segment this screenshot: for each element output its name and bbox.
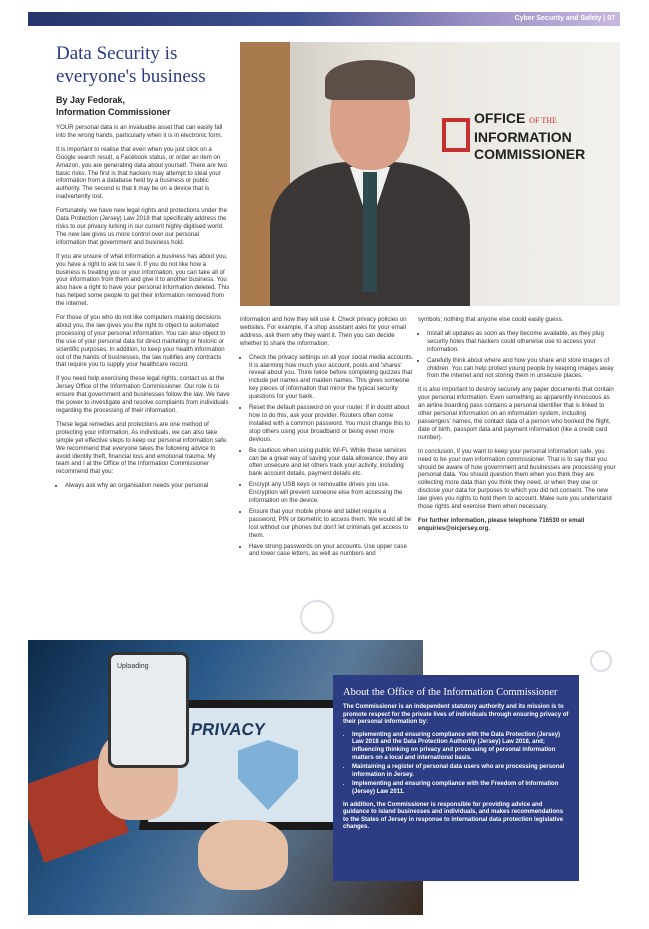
about-list (343, 732, 569, 797)
sign-logo-icon (442, 118, 470, 152)
list-item: • Install all updates as soon as they become available, as they plug security holes that hackers could otherwise use to access your information. (427, 330, 618, 354)
list-item: • Reset the default password on your router. If in doubt about how to do this, ask your provider. Routers often come installed with a common password. You must change this to stop others using your broadband or being even more devious. (249, 404, 415, 444)
paragraph: It is important to realise that even when you just click on a Google search result, a Facebook status, or order an item on Amazon, you are generating data about yourself. There are two basic risks. The first is that hackers may attempt to steal your information from a database held by a business or public authority. The second is that it may be on a device that is inadvertently lost. (56, 145, 227, 201)
office-sign (442, 110, 592, 180)
about-intro: The Commissioner is an independent statutory authority and its mission is to promote respect for the private lives of individuals through ensuring privacy of their personal information by: (343, 704, 569, 726)
author-role: Information Commissioner (56, 107, 171, 117)
commissioner-photo (240, 42, 620, 306)
list-item: • Encrypt any USB keys or removable drives you use. Encryption will prevent someone else from accessing the information on the device. (249, 481, 415, 505)
article-title: Data Security is everyone's business (56, 43, 206, 87)
advice-list (56, 482, 230, 490)
about-outro: In addition, the Commissioner is responsible for providing advice and guidance to island businesses and individuals, and makes recommendations to the States of Jersey in response to international data protection legislative changes. (343, 801, 564, 831)
advice-list (240, 354, 415, 559)
sign-line-3: COMMISSIONER (474, 146, 586, 162)
sign-line-2: INFORMATION (474, 129, 572, 145)
section-name: Cyber Security and Safety (514, 15, 602, 22)
sign-of: OF THE (529, 116, 557, 125)
phone (108, 652, 189, 768)
article-column-2 (240, 316, 415, 564)
paragraph: Fortunately, we have new legal rights and protections under the Data Protection (Jersey) Law 2018 that specifically address the risks to our privacy lurking in our current highly digitised world. The new law gives us more control over our personal information that government and business hold. (56, 207, 227, 246)
running-header: Cyber Security and Safety | 07 (514, 15, 615, 22)
article-column-1 (56, 124, 230, 496)
paragraph: YOUR personal data is an invaluable asset that can easily fall into the wrong hands, particularly when it is in electronic form. (56, 124, 223, 139)
article-column-3 (418, 316, 618, 539)
page-number: 07 (607, 15, 615, 22)
contact-info: For further information, please telephone 716530 or email enquiries@oicjersey.org. (418, 516, 585, 532)
person-hair (325, 60, 415, 100)
sign-text (474, 110, 585, 163)
paragraph: For those of you who do not like computers making decisions about you, the law gives you the right to object to automated processing of your personal information. You can also object to the use of your personal data for direct marketing or historic or scientific purposes. In addition, to keep your health information out of the hands of businesses, the law nullifies any contracts that require you to supply your healthcare record. (56, 314, 226, 369)
list-item: • Carefully think about where and how you share and store images of children. You can help protect young people by keeping images away from the internet and not storing them in unsecure places. (427, 357, 618, 381)
paragraph: symbols; nothing that anyone else could easily guess. (418, 316, 564, 323)
decorative-circle (300, 600, 334, 634)
tie (363, 172, 377, 292)
list-item: • Implementing and ensuring compliance with the Freedom of Information (Jersey) Law 2011. (352, 781, 569, 796)
list-item: • Maintaining a register of personal data users who are processing personal information in Jersey. (352, 764, 569, 779)
paragraph: It is also important to destroy securely any paper documents that contain your personal information. Even something as apparently innocuous as an airline boarding pass contains a personal identifier that is linked to other personal information on an information system, including passengers' names, the contact data of a person who booked the flight, date of birth, passport data and payment information (like a credit card number). (418, 386, 614, 441)
list-item: • Be cautious when using public Wi-Fi. While these services can be a great way of saving your data allowance, they are often unsecure and let others track your activity, including bank account details, payment details etc. (249, 447, 415, 479)
list-item: • Implementing and ensuring compliance with the Data Protection (Jersey) Law 2018 and the Data Protection Authority (Jersey) Law 2018, and; influencing thinking on privacy and processing of personal information matters on a local and international basis. (352, 732, 569, 762)
paragraph: These legal remedies and protections are one method of protecting your information. As individuals, we can also take simple yet effective steps to keep our personal information safe. We recommend that everyone takes the following advice to avoid identity theft, financial loss and emotional trauma. My team and I at the Office of the Information Commissioner recommend that you: (56, 420, 228, 476)
paragraph: In conclusion, if you want to keep your personal information safe, you need to be your own information commissioner. That is to say that you should be aware of how government and businesses are processing your personal data. You should question them when you think they are collecting more data than you think they need, or when they use or disclose your data for purposes to which you did not consent. The new law gives you rights to hold them to account. Make sure you understand those rights and exercise them when necessary. (418, 447, 616, 511)
list-item: • Ensure that your mobile phone and tablet require a password, PIN or biometric to access them. We would all be lost without our phones but don't let criminals get access to them. (249, 508, 415, 540)
about-box (333, 675, 579, 881)
paragraph: information and how they will use it. Check privacy policies on websites. For example, if a shop assistant asks for your email address, ask them why they want it. Then you can decide whether to share the information. (240, 316, 407, 347)
phone-label: Uploading (117, 663, 149, 670)
advice-list (418, 330, 618, 380)
list-item: • Always ask why an organisation needs your personal (65, 482, 230, 490)
sign-line-1: OFFICE (474, 110, 526, 126)
byline (56, 94, 256, 118)
privacy-text: PRIVACY (189, 720, 267, 739)
decorative-circle (590, 650, 612, 672)
list-item: • Check the privacy settings on all your social media accounts. It is alarming how much your account, posts and 'shares' reveal about you. Think twice before completing quizzes that include pet names and maiden names. This gives someone key pieces of information that mirror the typical security questions for your bank. (249, 354, 415, 401)
hand (198, 820, 288, 890)
paragraph: If you are unsure of what information a business has about you, you have a right to ask to see it. If you do not like how a business is treating you or your information, you can take all of your information from them and give it to another business. You also have a right to have your personal information deleted. This has helped some people to get their information removed from the internet. (56, 252, 230, 308)
paragraph: If you need help exercising these legal rights, contact us at the Jersey Office of the Information Commissioner. Our role is to ensure that government and businesses follow the law. We have the power to investigate and resolve complaints from individuals regarding the processing of their information. (56, 375, 230, 414)
list-item: • Have strong passwords on your accounts. Use upper case and lower case letters, as well as numbers and (249, 543, 415, 559)
about-title: About the Office of the Information Commissioner (343, 687, 558, 698)
author-name: By Jay Fedorak, (56, 95, 126, 105)
